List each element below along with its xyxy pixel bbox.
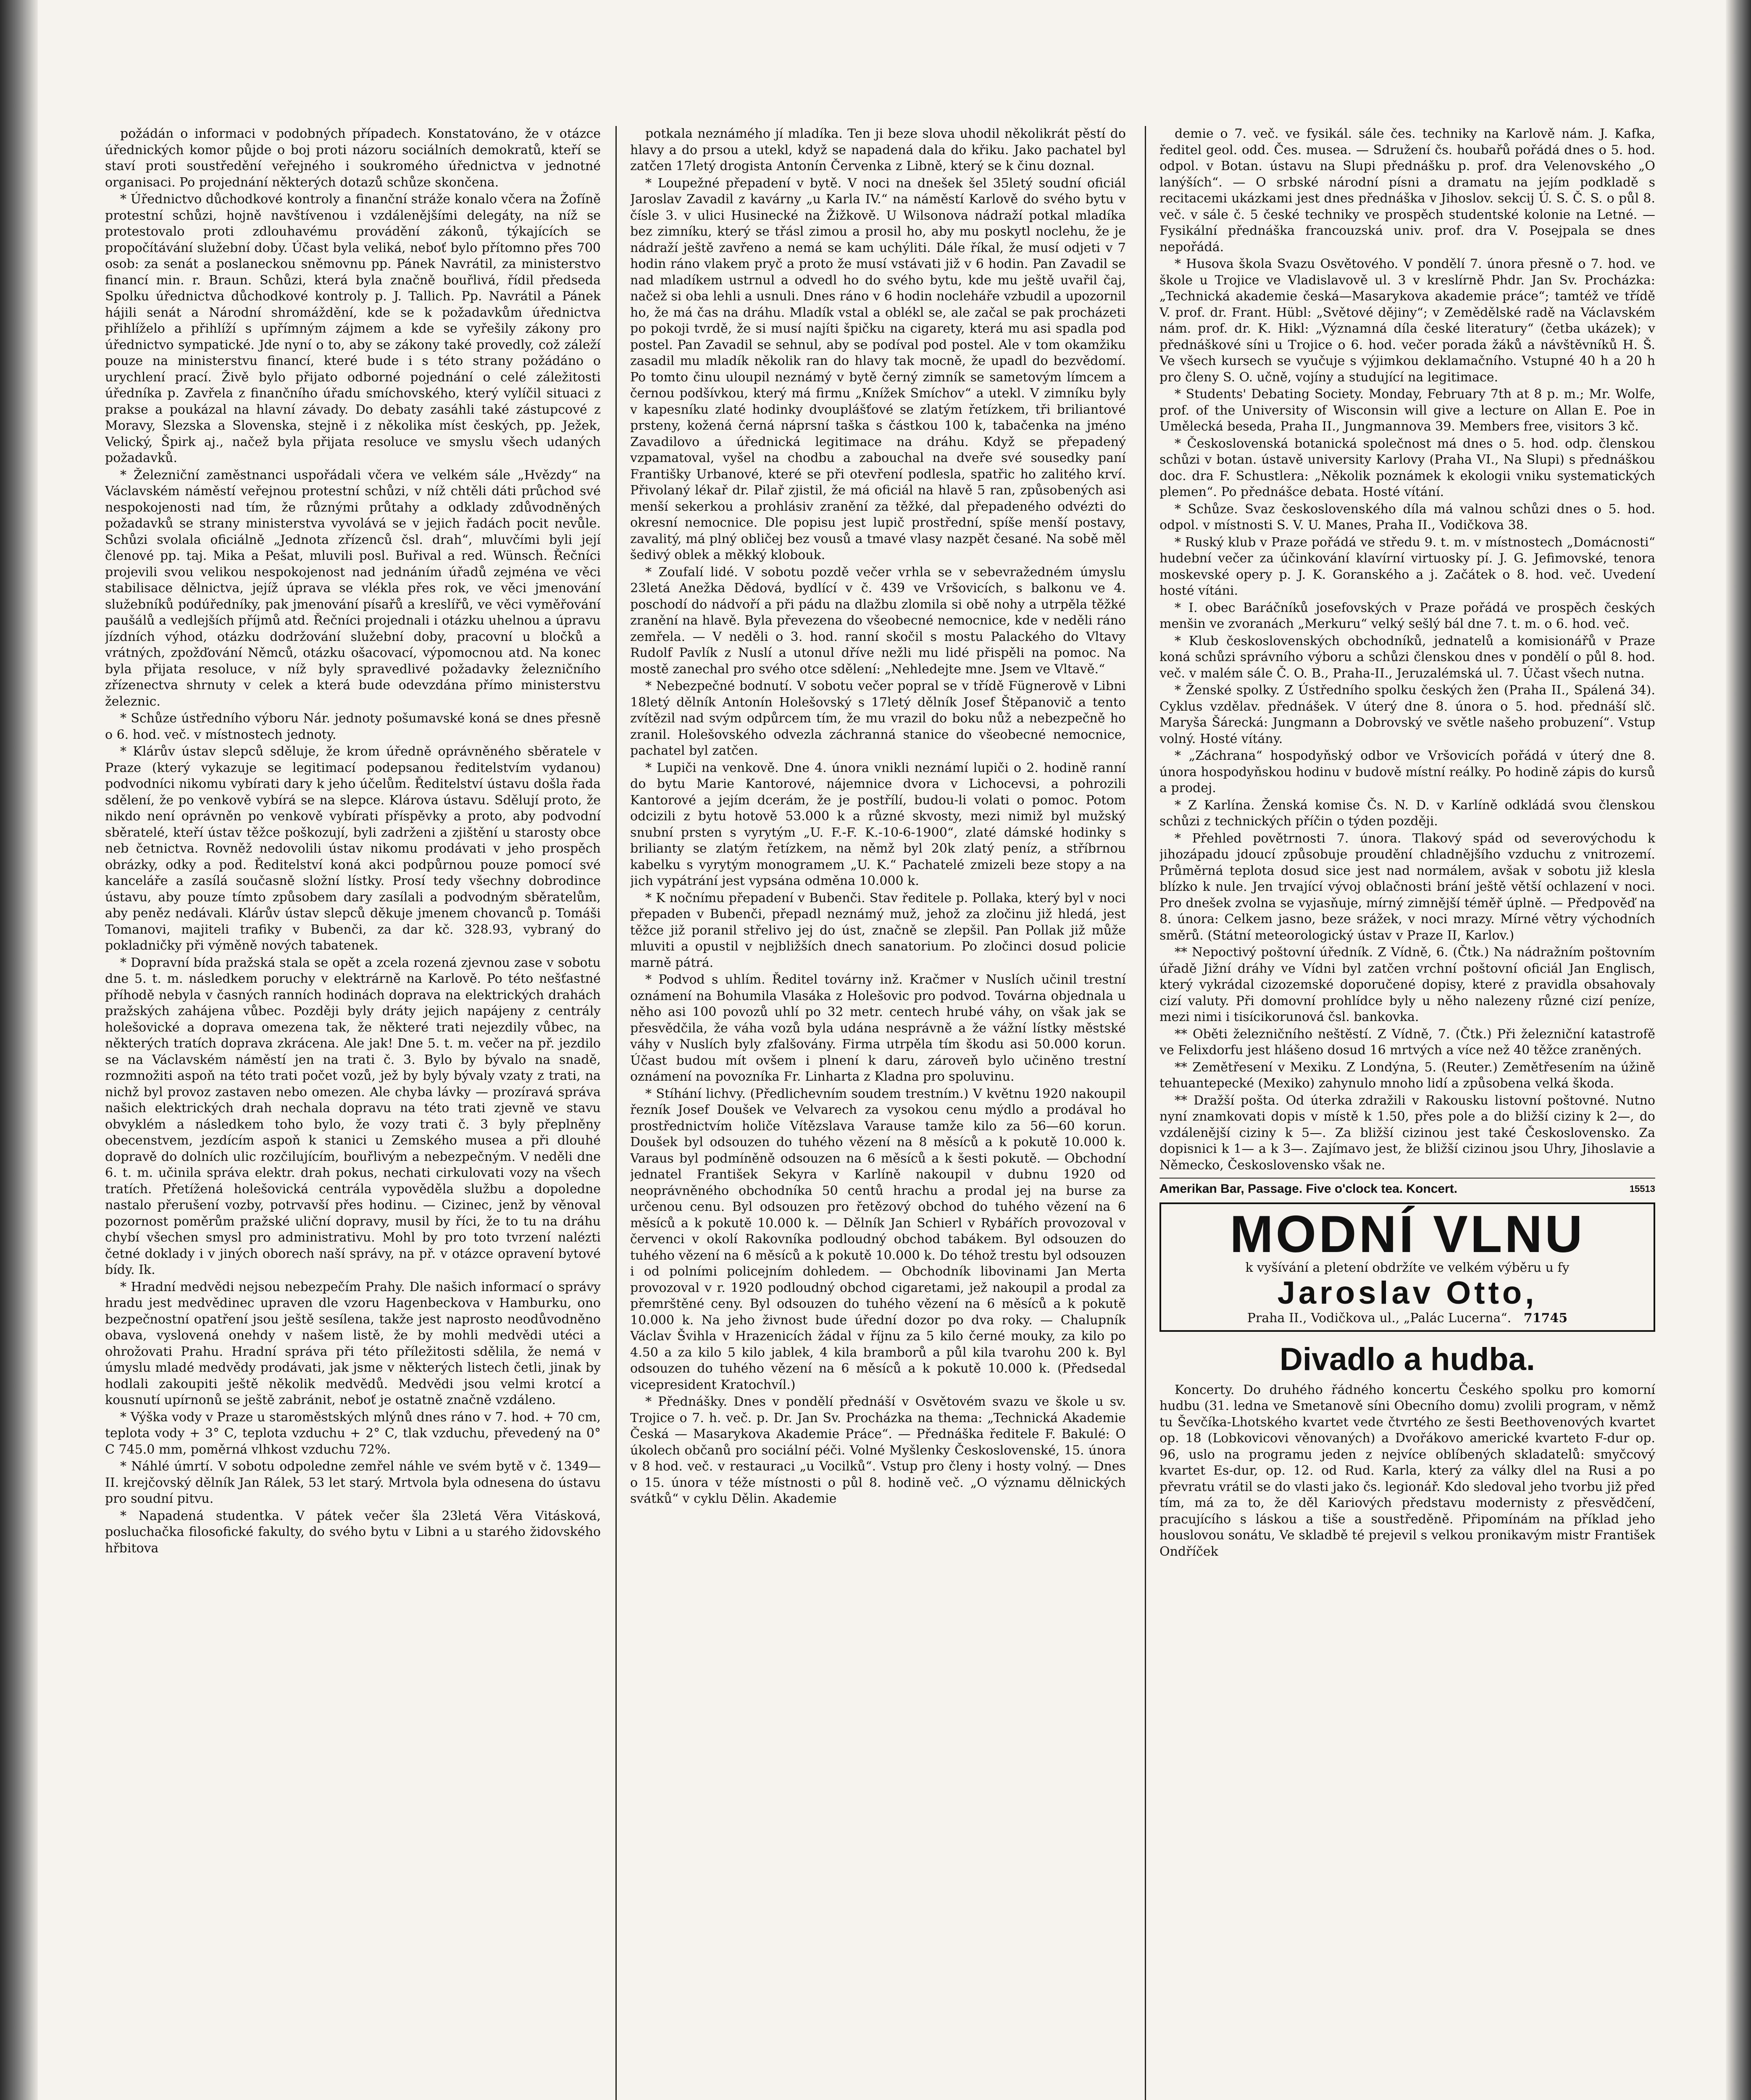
news-item: * Československá botanická společnost má dnes o 5. hod. odp. členskou schůzi v botan. ústavě university Karlovy (Praha VI., Na Slupi) s přednáškou doc. dra F. Schustlera: „Několik poznámek k ekologii vniku systematických plemen“. Po přednášce debata. Hosté vítání.: [1159, 436, 1655, 499]
wool-advertisement: [1159, 1202, 1655, 1332]
bar-advertisement: [1159, 1178, 1655, 1197]
news-item: * Schůze. Svaz československého díla má valnou schůzi dnes o 5. hod. odpol. v místnosti S. V. U. Manes, Praha II., Vodičkova 38.: [1159, 501, 1655, 533]
news-item: * Dopravní bída pražská stala se opět a zcela rozená zjevnou zase v sobotu dne 5. t. m. následkem poruchy v elektrárně na Karlově. Po této nešťastné příhodě nebyla v časných ranních hodinách doprava na elektrických drahách pražských zahájena vůbec. Později byly dráty jejich napájeny z centrály holešovické a doprava omezena tak, že některé trati nejezdily vůbec, na některých tratích doprava zkrácena. Ale jak! Dne 5. t. m. večer na př. jezdilo se na Václavském náměstí jen na trati č. 3. Bylo by bývalo na snadě, rozmnožiti aspoň na této trati počet vozů, jež by byly bývaly vzaty z trati, na nichž byl provoz zastaven nebo omezen. Ale chyba lávky — prozíravá správa našich elektrických drah nechala dopravu na této trati zjevně ve stavu obvyklém a následkem toho bylo, že vozy trati č. 3 byly přeplněny obecenstvem, jezdícím aspoň k stanici u Zemského musea a při dlouhé dopravě do dolních ulic rozčilujícím, bouřlivým a nebezpečným. V neděli dne 6. t. m. učinila správa elektr. drah pokus, nechati cirkulovati vozy na všech tratích. Přetížená holešovická centrála vypověděla službu a dopoledne nastalo přerušení vozby, potrvavší přes hodinu. — Cizinec, jenž by věnoval pozornost poměrům pražské uliční dopravy, musil by říci, že to tu na dráhu chybí všechen smysl pro administrativu. Mohl by pro toto tvrzení nalézti četné doklady i v jiných oborech naší správy, na př. v otázce opravení bytové bídy. Ik.: [105, 955, 601, 1277]
news-item: * Nebezpečné bodnutí. V sobotu večer popral se v třídě Fügnerově v Libni 18letý dělník Antonín Holešovský s 17letý dělník Josef Štěpanovič a tento zvítězil nad svým odpůrcem tím, že mu vrazil do boku nůž a nebezpečně ho zranil. Holešovského odvezla záchranná stanice do všeobecné nemocnice, pachatel byl zatčen.: [630, 679, 1126, 758]
news-item: * Podvod s uhlím. Ředitel továrny inž. Kračmer v Nuslích učinil trestní oznámení na Bohumila Vlasáka z Holešovic pro podvod. Továrna objednala u něho asi 100 povozů uhlí po 32 metr. centech hrubé váhy, on však jak se přesvědčila, že váha vozů byla udána nesprávně a že vážní lístky městské váhy v Nuslích byly zfalšovány. Firma utrpěla tím škodu asi 50.000 korun. Účast budou mít ovšem i plnení k daru, zároveň bylo učiněno trestní oznámení na povozníka Fr. Linharta z Kladna pro spoluvinu.: [630, 972, 1126, 1084]
news-item: * I. obec Baráčníků josefovských v Praze pořádá ve prospěch českých menšin ve zvoranách „Merkuru“ velký sešlý bál dne 7. t. m. o 6. hod. več.: [1159, 600, 1655, 631]
bar-advertisement-text: Amerikan Bar, Passage. Five o'clock tea. Koncert.: [1159, 1182, 1458, 1196]
news-item: potkala neznámého jí mladíka. Ten ji beze slova uhodil několikrát pěstí do hlavy a do prsou a utekl, když se napadená dala do křiku. Jako pachatel byl zatčen 17letý drogista Antonín Červenka z Libně, který se k činu doznal.: [630, 126, 1126, 173]
news-item: * Železniční zaměstnanci uspořádali včera ve velkém sále „Hvězdy“ na Václavském náměstí veřejnou protestní schůzi, v níž chtěli dáti průchod své nespokojenosti nad tím, že různými průtahy a odklady zdůvodněných požadavků se strany ministerstva vyvolává se v jejich řadách pocit nevůle. Schůzi svolala oficiálně „Jednota zřízenců čsl. drah“, mluvčími byli její členové pp. taj. Mika a Pešat, mluvili posl. Buřival a red. Wünsch. Řečníci projevili svou velikou nespokojenost nad jednáním úřadů zejména ve věci stabilisace dělnictva, jejíž úprava se vlékla přes rok, ve věci jmenování služebníků podúředníky, pak jmenování písařů a kreslířů, ve věci vyměřování paušálů a vedlejších příjmů atd. Řečníci projednali i otázku uhelnou a úpravu jízdních výhod, otázku dodržování služební doby, pracovní u bločků a vrátných, zpožďování Němců, otázku ošacovací, výpomocnou atd. Na konec byla přijata resoluce, v níž byly spravedlivé požadavky železničního zřízenectva shrnuty v celek a která bude odevzdána přímo ministerstvu železnic.: [105, 467, 601, 709]
news-item: * Výška vody v Praze u staroměstských mlýnů dnes ráno v 7. hod. + 70 cm, teplota vody + 3° C, teplota vzduchu + 2° C, tlak vzduchu, převedený na 0° C 745.0 mm, poměrná vlhkost vzduchu 72%.: [105, 1410, 601, 1457]
column-1: [105, 126, 601, 2100]
news-item: * Loupežné přepadení v bytě. V noci na dnešek šel 35letý soudní oficiál Jaroslav Zavadil z kavárny „u Karla IV.“ na náměstí Karlově do svého bytu v čísle 3. v ulici Husinecké na Žižkově. U Wilsonova nádraží potkal mladíka bez zimníku, který se třásl zimou a prosil ho, aby mu poskytl noclehu, že je nádraží ještě zavřeno a nemá se kam uchýliti. Dále říkal, že musí odjeti v 7 hodin ráno vlakem pryč a proto že musí vstávati již v 6 hodin. Pan Zavadil se nad mladíkem ustrnul a odvedl ho do svého bytu, kde mu ještě uvařil čaj, načež si oba lehli a usnuli. Dnes ráno v 6 hodin nocleháře vzbudil a upozornil ho, že má čas na dráhu. Mladík vstal a oblékl se, ale začal se pak procházeti po pokoji tvrdě, že si musí najíti špičku na cigarety, která mu asi spadla pod postel. Pan Zavadil se sehnul, aby se podíval pod postel. Ale v tom okamžiku zasadil mu mladík několik ran do hlavy tak mocně, že upadl do bezvědomí. Po tomto činu uloupil neznámý v bytě černý zimník se sametovým límcem a černou podšívkou, který má firmu „Knížek Smíchov“ a utekl. V zimníku byly v kapesníku zlaté hodinky dvouplášťové se zlatým řetízkem, tři briliantové prsteny, kožená černá náprsní taška s částkou 100 k, tabačenka na jméno Zavadilovo a úřednická legitimace na dráhu. Když se přepadený vzpamatoval, vyšel na chodbu a zabouchal na dveře své sousedky paní Františky Urbanové, které se při otevření podlesla, spatřic ho zalitého krví. Přivolaný lékař dr. Pilař zjistil, že má oficiál na hlavě 5 ran, způsobených asi menší sekerkou a prohlásiv zranění za těžké, dal přepadeného odvézti do okresní nemocnice. Dle popisu jest lupič prostřední, spíše menší postavy, zavalitý, má plný obličej bez vousů a tmavé vlasy nazpět česané. Na sobě měl šedivý oblek a měkký klobouk.: [630, 176, 1126, 562]
news-item: demie o 7. več. ve fysikál. sále čes. techniky na Karlově nám. J. Kafka, ředitel geol. odd. Čes. musea. — Sdružení čs. houbařů pořádá dnes o 5. hod. odpol. v Botan. ústavu na Slupi přednášku p. prof. dra Velenovského „O lanýších“. — O srbské národní písni a dramatu na jejím podkladě s recitacemi ukázkami jest dnes přednáška v Jihoslov. sekcij Ú. S. Č. S. o půl 8. več. v sále č. 5 české techniky ve prospěch studentské kolonie na Letné. — Fysikální přednáška francouzská univ. prof. dra V. Posejpala se dnes nepořádá.: [1159, 126, 1655, 255]
news-item: ** Oběti železničního neštěstí. Z Vídně, 7. (Čtk.) Při železniční katastrofě ve Felixdorfu jest hlášeno dosud 16 mrtvých a více než 40 těžce zraněných.: [1159, 1026, 1655, 1058]
news-item: * Napadená studentka. V pátek večer šla 23letá Věra Vitásková, posluchačka filosofické fakulty, do svého bytu v Libni a u starého židovského hřbitova: [105, 1508, 601, 1556]
news-item: požádán o informaci v podobných případech. Konstatováno, že v otázce úřednických komor půjde o boj proti názoru sociálních demokratů, kteří se staví proti soustředění veřejného i soukromého úřednictva v jednotné organisaci. Po projednání některých dotazů schůze skončena.: [105, 126, 601, 190]
scan-edge-left: [0, 0, 38, 2100]
news-item: * Stíhání lichvy. (Předlichevním soudem trestním.) V květnu 1920 nakoupil řezník Josef Doušek ve Velvarech za vysokou cenu mýdlo a prodával ho prostřednictvím holiče Vítězslava Varause tamže kilo za 56—60 korun. Doušek byl odsouzen do tuhého vězení na 8 měsíců a k pokutě 10.000 k. Varaus byl podmíněně odsouzen na 6 měsíců a k šesti pokutě. — Obchodní jednatel František Sekyra v Karlíně nakoupil v dubnu 1920 od neoprávněného obchodníka 50 centů hrachu a prodal jej na burse za určenou cenu. Byl odsouzen pro řetězový obchod do tuhého vězení na 6 měsíců a k pokutě 10.000 k. — Dělník Jan Schierl v Rybářích provozoval v červenci v okolí Rakovníka podloudný obchod tabákem. Byl odsouzen do tuhého vězení na 6 měsíců a k pokutě 10.000 k. Do téhož trestu byl odsouzen i od polními policejním dohledem. — Obchodník libovinami Jan Merta provozoval v r. 1920 podloudný obchod cigaretami, jež nakoupil a prodal za přemrštěné ceny. Byl odsouzen do tuhého vězení na 6 měsíců a k pokutě 10.000 k. Na jeho živnost bude úřední dozor po dva roky. — Chalupník Václav Švihla v Hrazenicích žádal v říjnu za 5 kilo černé mouky, za kilo po 4.50 a za kilo 5 kilo jablek, 4 kila bramborů a půl kila tvarohu 200 k. Byl odsouzen do tuhého vězení na 6 měsíců a k pokutě 10.000 k. (Předsedal vicepresident Kratochvíl.): [630, 1086, 1126, 1392]
ad-title: MODNÍ VLNU: [1230, 1205, 1585, 1263]
news-item: * Husova škola Svazu Osvětového. V pondělí 7. února přesně o 7. hod. ve škole u Trojice ve Vladislavově ul. 3 v kreslírně Phdr. Jan Sv. Procházka: „Technická akademie česká—Masarykova akademie práce“; tamtéž ve třídě V. prof. dr. Frant. Hübl: „Světové dějiny“; v Zemědělské radě na Václavském nám. prof. dr. K. Hikl: „Významná díla české literatury“ (četba ukázek); v přednáškové síni u Trojice o 6. hod. večer porada žáků a návštěvníků H. Š. Ve všech kursech se vyučuje s výjimkou deklamačního. Vstupné 40 h a 20 h pro členy S. O. učně, vojíny a studující na legitimace.: [1159, 257, 1655, 385]
ad-subtitle: k vyšívání a pletení obdržíte ve velkém výběru u fy: [1245, 1260, 1570, 1275]
bar-advertisement-ref: 15513: [1629, 1184, 1655, 1194]
news-item: * Lupiči na venkově. Dne 4. února vnikli neznámí lupiči o 2. hodině ranní do bytu Marie Kantorové, nájemnice dvora v Lichocevsi, a pohrozili Kantorové a jejím dcerám, že je postřílí, budou-li volati o pomoc. Potom odcizili z bytu hotově 53.000 k a různé skvosty, mezi nimiž byl mužský snubní prsten s vyrytým „U. F.-F. K.-10-6-1900“, zlaté dámské hodinky s brilianty se zlatým řetízkem, na němž byl 20k zlatý peníz, a stříbrnou kabelku s vyrytým monogramem „U. K.“ Pachatelé zmizeli beze stopy a na jich vypátrání jest vypsána odměna 10.000 k.: [630, 760, 1126, 888]
news-item: * K nočnímu přepadení v Bubenči. Stav ředitele p. Pollaka, který byl v noci přepaden v Bubenči, přepadl neznámý muž, jehož za zločinu již hledá, jest těžce již poranil střelivo jej do úst, značně se zlepšil. Pan Pollak již může mluviti a opustil v nejbližších dnech sanatorium. Po zločinci dosud policie marně pátrá.: [630, 890, 1126, 970]
section-heading: Divadlo a hudba.: [1279, 1341, 1535, 1377]
news-item: ** Nepoctivý poštovní úředník. Z Vídně, 6. (Čtk.) Na nádražním poštovním úřadě Jižní dráhy ve Vídni byl zatčen vrchní poštovní oficiál Jan Englisch, který vykrádal cizozemské doporučené dopisy, které z pravidla obsahovaly cizí valuty. Při domovní prohlídce byly u něho nalezeny různé cizí peníze, mezi nimi i tisícikorunová čsl. bankovka.: [1159, 945, 1655, 1024]
ad-ref: 71745: [1523, 1310, 1568, 1326]
news-item: ** Dražší pošta. Od úterka zdražili v Rakousku listovní poštovné. Nutno nyní znamkovati dopis v místě k 1.50, přes pole a do bližší ciziny k 2—, do vzdálenější ciziny k 5—. Za bližší cizinou jest také Československo. Za dopisnici k 1— a k 3—. Zajímavo jest, že bližší cizinou jsou Uhry, Jihoslavie a Německo, Československo však ne.: [1159, 1093, 1655, 1173]
news-item: * Students' Debating Society. Monday, February 7th at 8 p. m.; Mr. Wolfe, prof. of the University of Wisconsin will give a lecture on Allan E. Poe in Umělecká beseda, Praha II., Jungmannova 39. Members free, visitors 3 kč.: [1159, 387, 1655, 434]
news-item: * „Záchrana“ hospodyňský odbor ve Vršovicích pořádá v úterý dne 8. února hospodyňskou hodinu v budově místní reálky. Po hodině zápis do kursů a prodej.: [1159, 748, 1655, 795]
column-3: [1159, 126, 1655, 2100]
news-item: * Ruský klub v Praze pořádá ve středu 9. t. m. v místnostech „Domácnosti“ hudební večer za účinkování klavírní virtuosky pí. J. G. Jefimovské, tenora moskevské opery p. J. K. Goranského a j. Začátek o 8. hod. več. Uvedení hosté vítáni.: [1159, 535, 1655, 598]
scan-edge-right: [1726, 0, 1751, 2100]
news-item: ** Zemětřesení v Mexiku. Z Londýna, 5. (Reuter.) Zemětřesením na úžině tehuantepecké (Mexiko) zahynulo mnoho lidí a způsobena velká škoda.: [1159, 1060, 1655, 1091]
news-item: * Hradní medvědi nejsou nebezpečím Prahy. Dle našich informací o správy hradu jest medvědinec upraven dle vzoru Hagenbeckova v Hamburku, ono bezpečnostní opatření jsou ještě sesílena, takže jest naprosto neodůvodněno obava, vyslovená onehdy v našem listě, že by mohli medvědi utéci a ohrožovati Prahu. Hradní správa při této příležitosti sdělila, že nemá v úmyslu mladé medvědy prodávati, jak jsme v některých listech četli, jinak by hodlali zakoupiti ještě několik medvědů. Medvědi jsou velmi krotcí a kousnutí upírnonů se ještě zabránit, neboť je ostatně značně vzdáleno.: [105, 1279, 601, 1407]
news-item: Koncerty. Do druhého řádného koncertu Českého spolku pro komorní hudbu (31. ledna ve Smetanově síni Obecního domu) zvolili program, v němž tu Ševčíka-Lhotského kvartet vede čtvrtého ze šesti Beethovenových kvartet op. 18 (Lobkovicovi věnovaných) a Dvořákovo americké kvarteto F-dur op. 96, uslo na programu jeden z nejvíce oblíbených skladatelů: smyčcový kvartet Es-dur, op. 12. od Rud. Karla, který za války dlel na Rusi a po převratu vrátil se do vlasti jako čs. legionář. Kdo sledoval jeho tvorbu již před tím, má za to, že děl Kariových představu modernisty z přesvědčení, pracujícího s láskou a tiše a soustředěně. Připomínám na příklad jeho houslovou sonátu, Ve skladbě té prejevil s velkou pronikavým mistr František Ondříček: [1159, 1382, 1655, 1559]
news-item: * Klárův ústav slepců sděluje, že krom úředně oprávněného sběratele v Praze (který vykazuje se legitimací podepsanou ředitelstvím vydanou) podvodníci nikomu vybírati dary k jeho účelům. Ředitelství ústavu došla řada sdělení, že po venkově vybírá se na slepce. Klárova ústavu. Sdělují proto, že nikdo není oprávněn po venkově vybírati příspěvky a proto, aby podvodní sběratelé, kteří ústav těžce poškozují, byli zadrženi a zjištění u starosty obce neb četnictva. Rovněž nedovolili ústav nikomu prodávati v jeho prospěch obrázky, odky a pod. Ředitelství koná akci podpůrnou pouze pomocí své kanceláře a zasílá současně složní lístky. Prosí tedy všechny dobrodince ústavu, aby pouze tímto způsobem dary zasílali a podvodným sběratelům, aby peněz nedávali. Klárův ústav slepců děkuje jmenem chovanců p. Tomáši Tomanovi, majiteli trafiky v Bubenči, za dar kč. 328.93, vybraný do pokladničky při výměně nových tabatenek.: [105, 744, 601, 953]
ad-shop-name: Jaroslav Otto,: [1277, 1275, 1538, 1311]
column-rule: [1145, 126, 1146, 2100]
news-item: * Přehled povětrnosti 7. února. Tlakový spád od severovýchodu k jihozápadu jdoucí způsobuje proudění chladnějšího vzduchu z vnitrozemí. Průměrná teplota dosud sice jest nad normálem, avšak v sobotu již klesla blízko k nule. Jen trvající vývoj oblačnosti brání ještě větší ochlazení v noci. Pro dnešek zvolna se vyjasňuje, mírný zimnější téměř úplně. — Předpověď na 8. února: Celkem jasno, beze srážek, v noci mrazy. Mírné větry východních směrů. (Státní meteorologický ústav v Praze II, Karlov.): [1159, 831, 1655, 943]
news-item: * Schůze ústředního výboru Nár. jednoty pošumavské koná se dnes přesně o 6. hod. več. v místnostech jednoty.: [105, 711, 601, 742]
ad-address: [1167, 1311, 1648, 1326]
news-item: * Úřednictvo důchodkové kontroly a finanční stráže konalo včera na Žofíně protestní schůzi, hojně navštívenou i vzdálenějšími delegáty, na níž se protestovalo proti zdlouhavému provádění zákonů, týkajících se propočítávání služební doby. Účast byla veliká, neboť bylo přítomno přes 700 osob: za senát a poslaneckou sněmovnu pp. Pánek Navrátil, za ministerstvo financí min. r. Braun. Schůzi, která byla značně bouřlivá, řídil předseda Spolku úřednictva důchodkové kontroly p. J. Tallich. Pp. Navrátil a Pánek hájili senát a Národní shromáždění, kde se k požadavkům úřednictva přihlíželo a přihlíží s upřímným zájmem a kde se vyřešily zákony pro úřednictvo sympatické. Jde nyní o to, aby se zákony také provedly, což záleží pouze na ministerstvu financí, které bude i s této strany požádáno o urychlení prací. Živě bylo přijato odborné pojednání o celé záležitosti úředníka p. Zavřela z finančního úřadu smíchovského, který vylíčil situaci z prakse a poukázal na hlavní závady. Do debaty zasáhli také zástupcové z Moravy, Slezska a Slovenska, stejně i z několika míst českých, pp. Ježek, Velický, Špirk aj., načež byla přijata resoluce ve smyslu všech udaných požadavků.: [105, 192, 601, 465]
news-item: * Náhlé úmrtí. V sobotu odpoledne zemřel náhle ve svém bytě v č. 1349—II. krejčovský dělník Jan Rálek, 53 let starý. Mrtvola byla odnesena do ústavu pro soudní pitvu.: [105, 1459, 601, 1506]
news-item: * Ženské spolky. Z Ústředního spolku českých žen (Praha II., Spálená 34). Cyklus vzdělav. přednášek. V úterý dne 8. února o 5. hod. přednáší slč. Maryša Šárecká: Jungmann a Dobrovský ve světle našeho probuzení“. Vstup volný. Hosté vítány.: [1159, 683, 1655, 746]
column-2: [630, 126, 1126, 2100]
news-item: * Z Karlína. Ženská komise Čs. N. D. v Karlíně odkládá svou členskou schůzi z technických příčin o týden později.: [1159, 798, 1655, 829]
news-item: * Přednášky. Dnes v pondělí přednáší v Osvětovém svazu ve škole u sv. Trojice o 7. h. več. p. Dr. Jan Sv. Procházka na thema: „Technická Akademie Česká — Masarykova Akademie Práce“. — Přednáška ředitele F. Bakulé: O úkolech občanů pro sociální péči. Volné Myšlenky Československé, 15. února v 8 hod. več. v restauraci „u Vocilků“. Vstup pro členy i hosty volný. — Dnes o 15. února v téže místnosti o půl 8. hodině več. „O významu dělnických svátků“ v cyklu Dělin. Akademie: [630, 1394, 1126, 1506]
column-rule: [615, 126, 617, 2100]
news-item: * Klub československých obchodníků, jednatelů a komisionářů v Praze koná schůzi správního výboru a schůzi členskou dnes v pondělí o půl 8. hod. več. v malém sále Č. O. B., Praha-II., Jeruzalémská ul. 7. Účast všech nutna.: [1159, 633, 1655, 681]
news-item: * Zoufalí lidé. V sobotu pozdě večer vrhla se v sebevražedném úmyslu 23letá Anežka Dědová, bydlící v č. 439 ve Vršovicích, s balkonu ve 4. poschodí do nádvoří a při pádu na dlažbu zlomila si obě nohy a utrpěla těžké zranění na hlavě. Byla převezena do všeobecné nemocnice, kde v neděli ráno zemřela. — V neděli o 3. hod. ranní skočil s mostu Palackého do Vltavy Rudolf Pavlík z Nuslí a utonul dříve nežli mu lidé přispěli na pomoc. Na mostě zanechal pro svého otce sdělení: „Nehledejte mne. Jsem ve Vltavě.“: [630, 564, 1126, 677]
ad-address-text: Praha II., Vodičkova ul., „Palác Lucerna“.: [1247, 1310, 1512, 1326]
